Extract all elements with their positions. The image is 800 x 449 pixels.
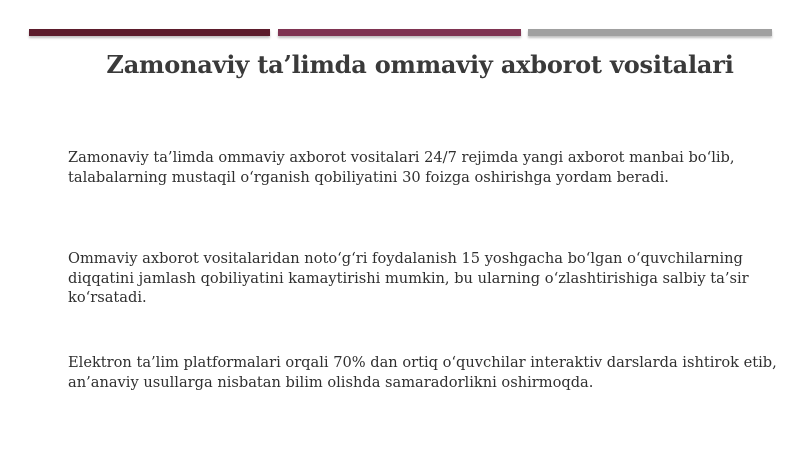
- paragraph-line: diqqatini jamlash qobiliyatini kamaytirishi mumkin, bu ularning o‘zlashtirishiga salbiy ta’sir: [68, 269, 749, 287]
- slide-title: Zamonaviy ta’limda ommaviy axborot vositalari: [106, 50, 734, 79]
- paragraph-line: Zamonaviy ta’limda ommaviy axborot vositalari 24/7 rejimda yangi axborot manbai bo‘lib,: [68, 149, 735, 166]
- paragraph-line: talabalarning mustaqil o‘rganish qobiliyatini 30 foizga oshirishga yordam beradi.: [68, 168, 669, 186]
- paragraph-2: [68, 249, 768, 308]
- paragraph-line: ko‘rsatadi.: [68, 289, 147, 306]
- paragraph-line: Elektron ta’lim platformalari orqali 70% dan ortiq o‘quvchilar interaktiv darslarda ishtirok etib,: [68, 354, 777, 371]
- accent-bar-plum: [278, 29, 521, 36]
- paragraph-line: Ommaviy axborot vositalaridan noto‘g‘ri foydalanish 15 yoshgacha bo‘lgan o‘quvchilarning: [68, 250, 743, 267]
- header-accent-bars: [0, 29, 800, 39]
- accent-bar-gray: [528, 29, 772, 36]
- accent-bar-dark-maroon: [29, 29, 270, 36]
- paragraph-3: [68, 353, 777, 392]
- paragraph-1: [68, 148, 768, 187]
- paragraph-line: an’anaviy usullarga nisbatan bilim olishda samaradorlikni oshirmoqda.: [68, 373, 594, 391]
